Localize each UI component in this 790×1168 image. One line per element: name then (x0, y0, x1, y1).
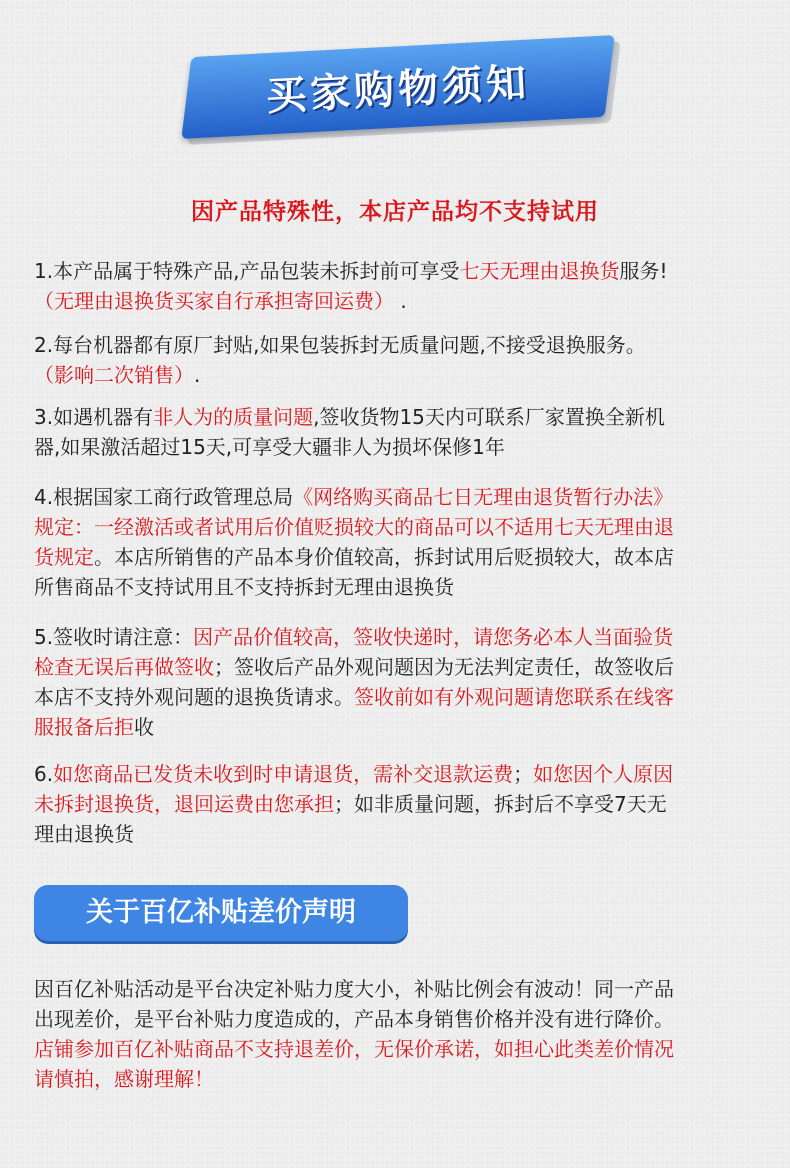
text-segment-red: 检查无误后再做签收 (34, 655, 214, 679)
text-segment-red: （影响二次销售） (34, 363, 194, 387)
banner-title: 买家购物须知 (265, 60, 532, 120)
text-segment: . (194, 363, 201, 387)
text-segment-red: 未拆封退换货，退回运费由您承担 (34, 792, 334, 816)
item-2-line-2 (34, 360, 774, 390)
notice-item-1 (34, 256, 774, 316)
text-segment: . (394, 289, 407, 313)
text-segment: ；签收后产品外观问题因为无法判定责任，故签收后 (214, 655, 674, 679)
item-5-line-4 (34, 712, 774, 742)
section-badge (34, 885, 408, 941)
text-segment-red: 签收前如有外观问题请您联系在线客 (354, 685, 674, 709)
text-segment-red: 如您商品已发货未收到时申请退货，需补交退款运费 (53, 762, 514, 786)
text-segment: 5.签收时请注意： (34, 625, 194, 649)
headline: 因产品特殊性，本店产品均不支持试用 (191, 199, 599, 225)
text-segment-red: 服报备后拒 (34, 715, 134, 739)
item-4-line-1 (34, 482, 774, 512)
text-segment-red: 因产品价值较高，签收快递时，请您务必本人当面验货 (193, 625, 674, 649)
notice-item-4 (34, 482, 774, 602)
item-1-line-1 (34, 256, 774, 286)
item-3-line-2 (34, 432, 774, 462)
text-segment: 本店不支持外观问题的退换货请求。 (34, 685, 354, 709)
item-5-line-2 (34, 652, 774, 682)
text-segment: 器,如果激活超过15天,可享受大疆非人为损坏保修1年 (34, 435, 505, 459)
text-segment-red: 店铺参加百亿补贴商品不支持退差价，无保价承诺，如担心此类差价情况 (34, 1037, 674, 1061)
item-4-line-4 (34, 572, 774, 602)
text-segment-red: 请慎拍，感谢理解！ (34, 1067, 214, 1091)
notice-item-3 (34, 402, 774, 462)
item-4-line-2 (34, 512, 774, 542)
text-segment: 6. (34, 762, 54, 786)
text-segment-red: 七天无理由退换货 (459, 259, 620, 283)
text-segment-red: 《网络购买商品七日无理由退货暂行办法》 (293, 485, 674, 509)
statement-line-3 (34, 1034, 774, 1064)
text-segment: ； (513, 762, 534, 786)
notice-item-6 (34, 759, 774, 849)
text-segment-red: （无理由退换货买家自行承担寄回运费） (34, 289, 394, 313)
item-1-line-2 (34, 286, 774, 316)
notice-banner (180, 38, 630, 148)
text-segment: ；如非质量问题，拆封后不享受7天无 (334, 792, 667, 816)
item-6-line-1 (34, 759, 774, 789)
text-segment: 4.根据国家工商行政管理总局 (34, 485, 294, 509)
text-segment: 。本店所销售的产品本身价值较高，拆封试用后贬损较大，故本店 (94, 545, 674, 569)
item-4-line-3 (34, 542, 774, 572)
text-segment-red: 货规定 (34, 545, 94, 569)
text-segment: 因百亿补贴活动是平台决定补贴力度大小，补贴比例会有波动！同一产品 (34, 977, 674, 1001)
statement-line-4 (34, 1064, 774, 1094)
item-6-line-2 (34, 789, 774, 819)
statement-line-2 (34, 1004, 774, 1034)
item-6-line-3 (34, 819, 774, 849)
text-segment: 3.如遇机器有 (34, 405, 154, 429)
item-2-line-1 (34, 330, 774, 360)
subsidy-statement (34, 974, 774, 1094)
notice-item-5 (34, 622, 774, 742)
text-segment: 服务! (619, 259, 668, 283)
text-segment-red: 规定：一经激活或者试用后价值贬损较大的商品可以不适用七天无理由退 (34, 515, 674, 539)
notice-item-2 (34, 330, 774, 390)
statement-line-1 (34, 974, 774, 1004)
item-3-line-1 (34, 402, 774, 432)
text-segment: 所售商品不支持试用且不支持拆封无理由退换货 (34, 575, 454, 599)
text-segment: 理由退换货 (34, 822, 134, 846)
section-title: 关于百亿补贴差价声明 (86, 897, 356, 928)
text-segment: ,签收货物15天内可联系厂家置换全新机 (313, 405, 665, 429)
text-segment: 1.本产品属于特殊产品,产品包装未拆封前可享受 (34, 259, 460, 283)
item-5-line-3 (34, 682, 774, 712)
text-segment: 收 (134, 715, 154, 739)
text-segment-red: 非人为的质量问题 (153, 405, 314, 429)
text-segment-red: 如您因个人原因 (533, 762, 674, 786)
item-5-line-1 (34, 622, 774, 652)
text-segment: 2.每台机器都有原厂封贴,如果包装拆封无质量问题,不接受退换服务。 (34, 333, 646, 357)
text-segment: 出现差价，是平台补贴力度造成的，产品本身销售价格并没有进行降价。 (34, 1007, 674, 1031)
